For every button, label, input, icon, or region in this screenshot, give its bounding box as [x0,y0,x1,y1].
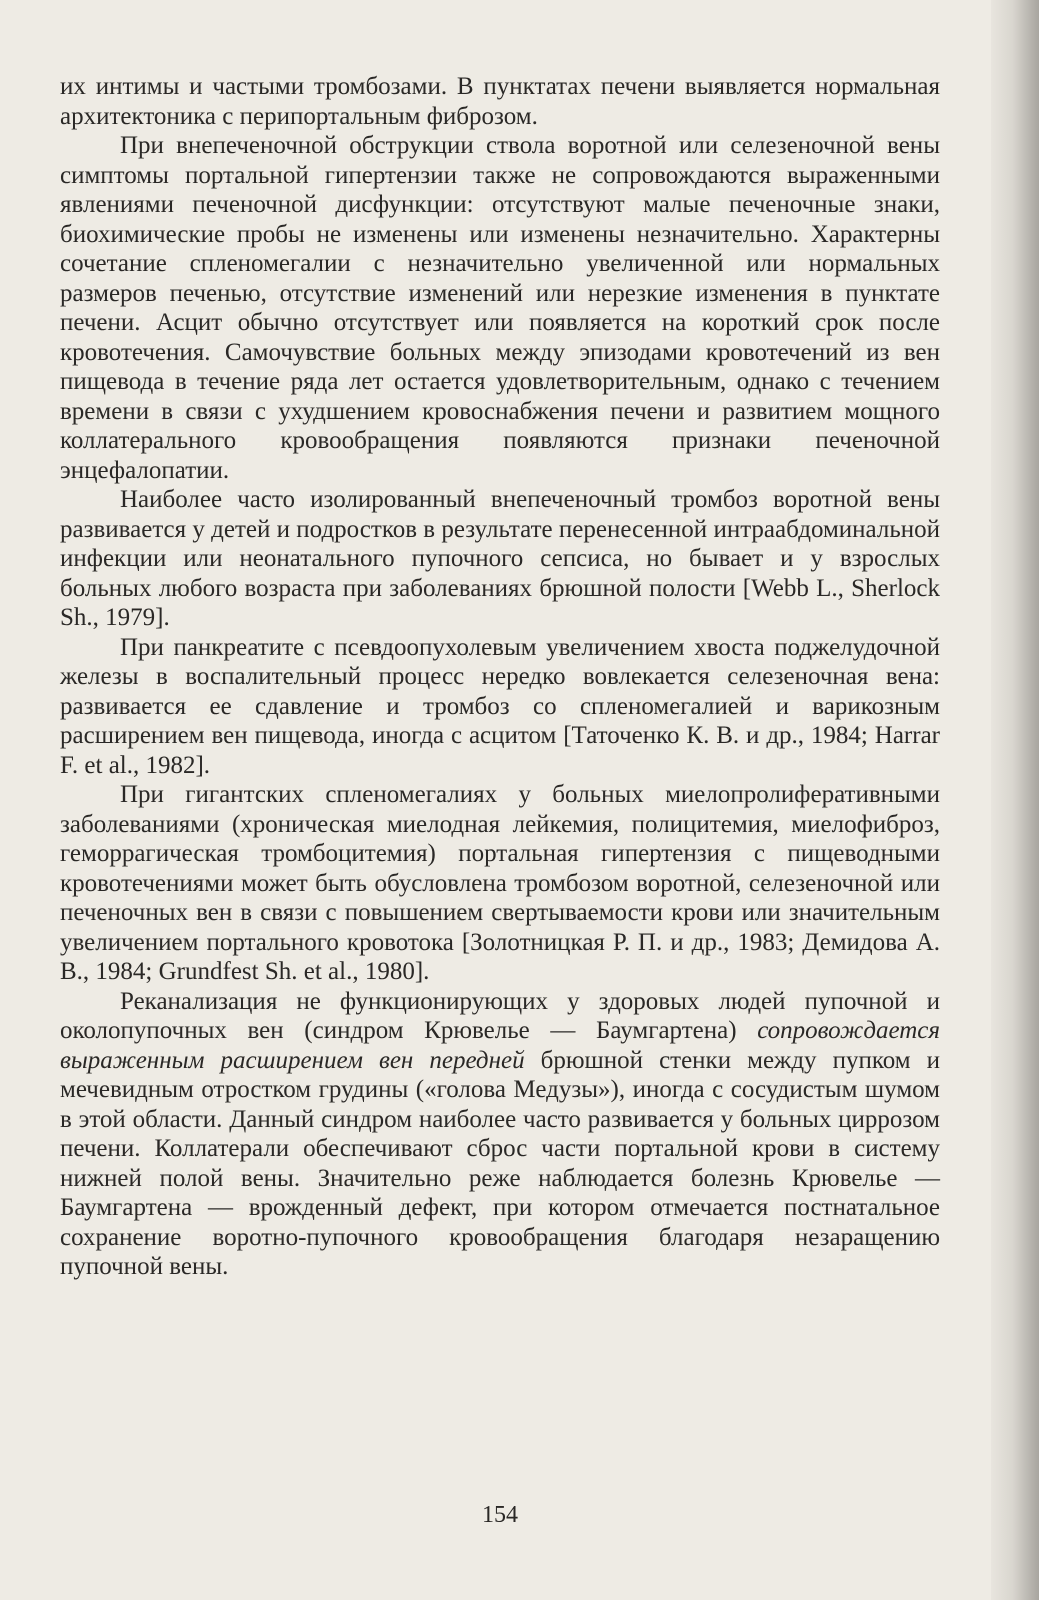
recanalization-text-end: брюшной стенки между пупком и мечевидным отростком грудины («голова Медузы»), иногда с сосудистым шумом в этой области. Данный синдром наиболее часто развивается у больных циррозом печени. Коллатерали обеспечивают сброс части портальной крови в систему нижней полой вены. Значительно реже наблюдается болезнь Крювелье — Баумгартена — врожденный дефект, при котором отмечается постнатальное сохранение воротно-пупочного кровообращения благодаря незаращению пупочной вены. [60,1046,940,1280]
paragraph-portal-vein-thrombosis: Наиболее часто изолированный внепеченочный тромбоз воротной вены развивается у детей и подростков в результате перенесенной интраабдоминальной инфекции или неонатального пупочного сепсиса, но бывает и у взрослых больных любого возраста при заболеваниях брюшной полости [Webb L., Sherlock Sh., 1979]. [60,486,940,631]
paragraph-splenomegaly: При гигантских спленомегалиях у больных миелопролиферативными заболеваниями (хроническая миелодная лейкемия, полицитемия, миелофиброз, геморрагическая тромбоцитемия) портальная гипертензия с пищеводными кровотечениями может быть обусловлена тромбозом воротной, селезеночной или печеночных вен в связи с повышением свертываемости крови или значительным увеличением портального кровотока [Золотницкая Р. П. и др., 1983; Демидова А. В., 1984; Grundfest Sh. et al., 1980]. [60,781,940,985]
recanalization-text-italic: сопровождается выраженным расширением вен передней [60,1017,940,1074]
paragraph-extrahepatic-obstruction: При внепеченочной обструкции ствола воротной или селезеночной вены симптомы портальной гипертензии также не сопровождаются выраженными явлениями печеночной дисфункции: отсутствуют малые печеночные знаки, биохимические пробы не изменены или изменены незначительно. Характерны сочетание спленомегалии с незначительно увеличенной или нормальных размеров печенью, отсутствие изменений или нерезкие изменения в пунктате печени. Асцит обычно отсутствует или появляется на короткий срок после кровотечения. Самочувствие больных между эпизодами кровотечений из вен пищевода в течение ряда лет остается удовлетворительным, однако с течением времени в связи с ухудшением кровоснабжения печени и развитием мощного коллатерального кровообращения появляются признаки печеночной энцефалопатии. [60,132,940,484]
paragraph-continuation: их интимы и частыми тромбозами. В пунктатах печени выявляется нормальная архитектоника с перипортальным фиброзом. [60,73,940,130]
page-edge-shadow [991,0,1039,1600]
body-text [60,72,940,1282]
page-number: 154 [482,1502,518,1528]
recanalization-text-start: Реканализация не функционирующих у здоровых людей пупочной и околопупочных вен (синдром Крювелье — Баумгартена) [60,987,940,1044]
paragraph-recanalization [60,987,940,1282]
paragraph-pancreatitis: При панкреатите с псевдоопухолевым увеличением хвоста поджелудочной железы в воспалительный процесс нередко вовлекается селезеночная вена: развивается ее сдавление и тромбоз со спленомегалией и варикозным расширением вен пищевода, иногда с асцитом [Таточенко К. В. и др., 1984; Harrar F. et al., 1982]. [60,633,940,779]
